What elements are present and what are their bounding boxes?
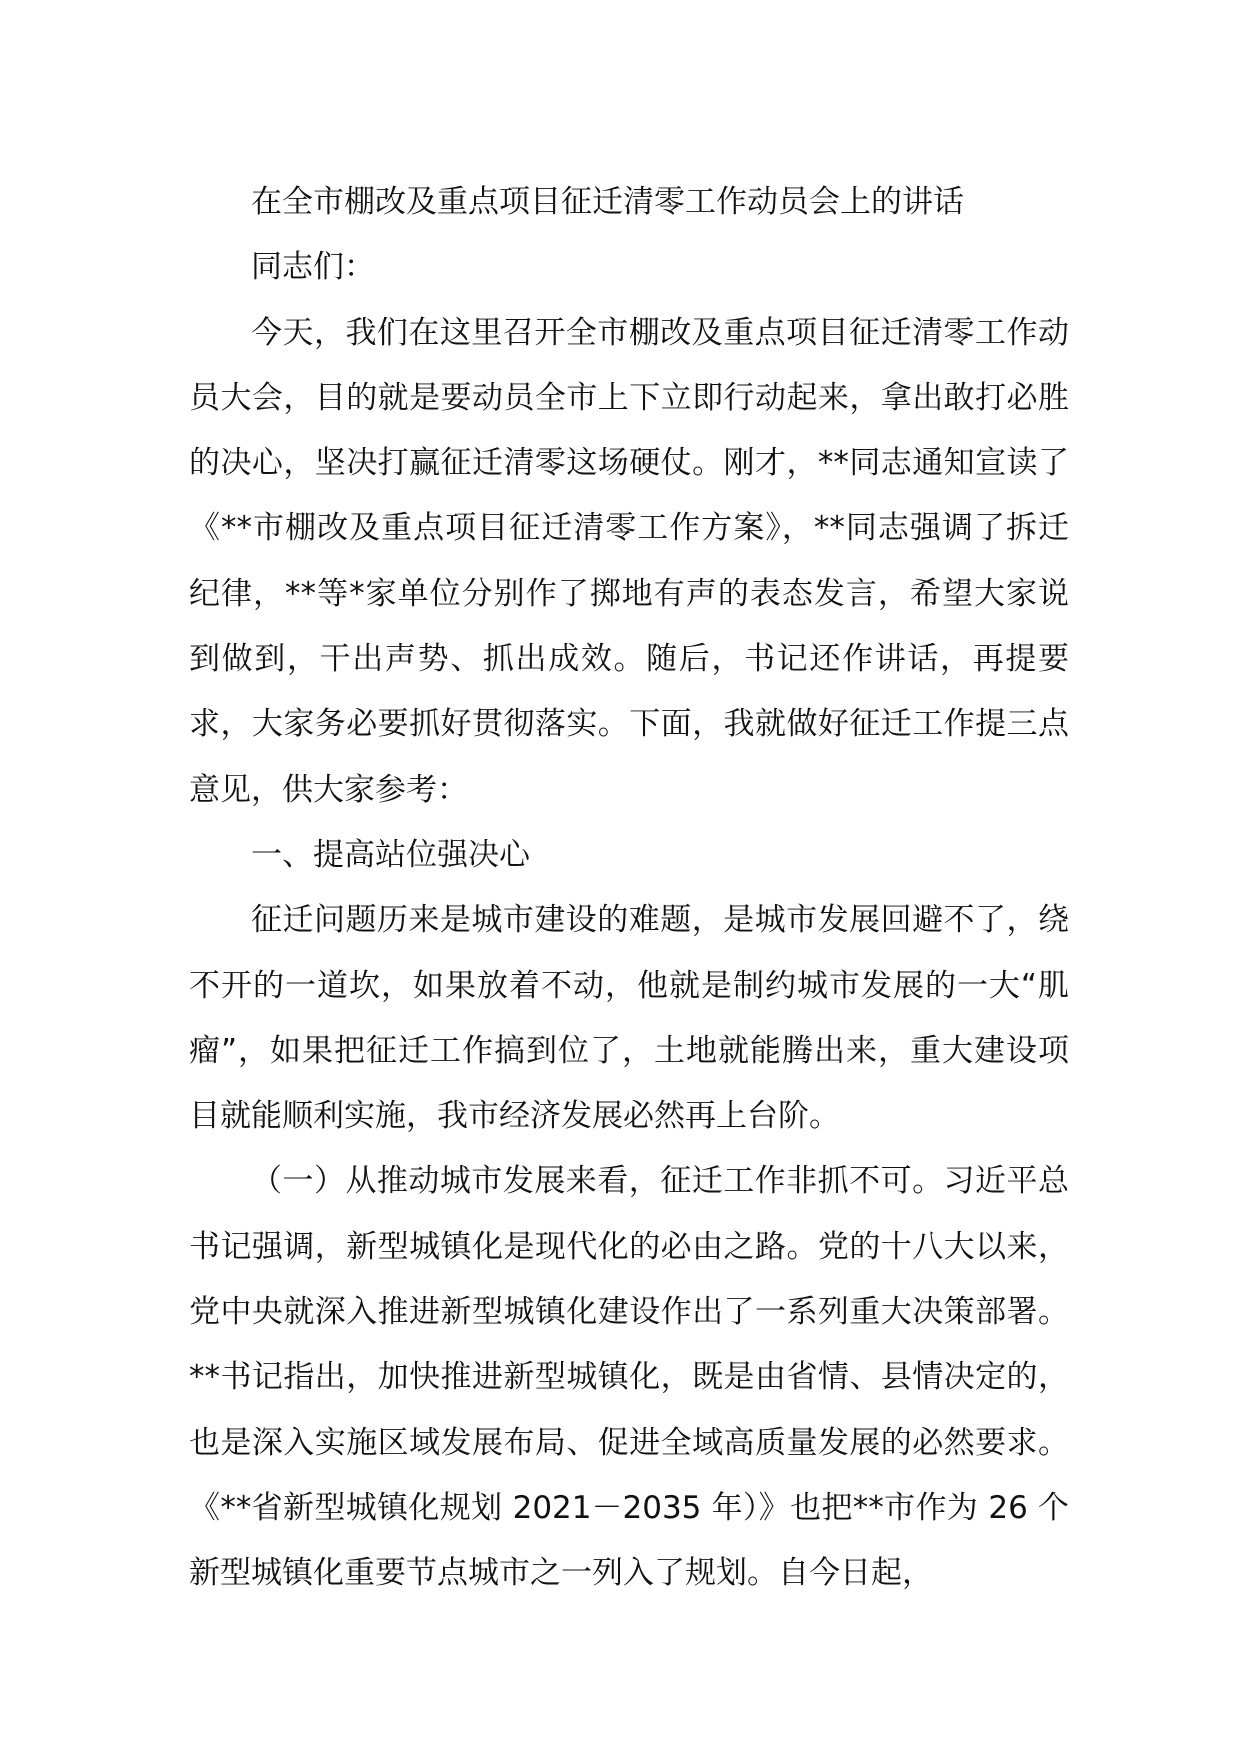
document-body: [189, 170, 1069, 1607]
document-title: 在全市棚改及重点项目征迁清零工作动员会上的讲话: [251, 184, 964, 220]
paragraph-subsection-1: （一）从推动城市发展来看，征迁工作非抓不可。习近平总书记强调，新型城镇化是现代化的必由之路。党的十八大以来，党中央就深入推进新型城镇化建设作出了一系列重大决策部署。**书记指出，加快推进新型城镇化，既是由省情、县情决定的，也是深入实施区域发展布局、促进全域高质量发展的必然要求。《**省新型城镇化规划 2021－2035 年）》也把**市作为 26 个新型城镇化重要节点城市之一列入了规划。自今日起，: [189, 1163, 1069, 1592]
salutation: 同志们：: [251, 249, 375, 286]
paragraph-intro: 今天，我们在这里召开全市棚改及重点项目征迁清零工作动员大会，目的就是要动员全市上下立即行动起来，拿出敢打必胜的决心，坚决打赢征迁清零这场硬仗。刚才，**同志通知宣读了《**市棚改及重点项目征迁清零工作方案》，**同志强调了拆迁纪律，**等*家单位分别作了掷地有声的表态发言，希望大家说到做到，干出声势、抓出成效。随后，书记还作讲话，再提要求，大家务必要抓好贯彻落实。下面，我就做好征迁工作提三点意见，供大家参考：: [189, 314, 1069, 808]
paragraph-section-1: 征迁问题历来是城市建设的难题，是城市发展回避不了，绕不开的一道坎，如果放着不动，他就是制约城市发展的一大“肌瘤”，如果把征迁工作搞到位了，土地就能腾出来，重大建设项目就能顺利实施，我市经济发展必然再上台阶。: [189, 902, 1069, 1135]
section-heading-1: 一、提高站位强决心: [251, 836, 530, 873]
